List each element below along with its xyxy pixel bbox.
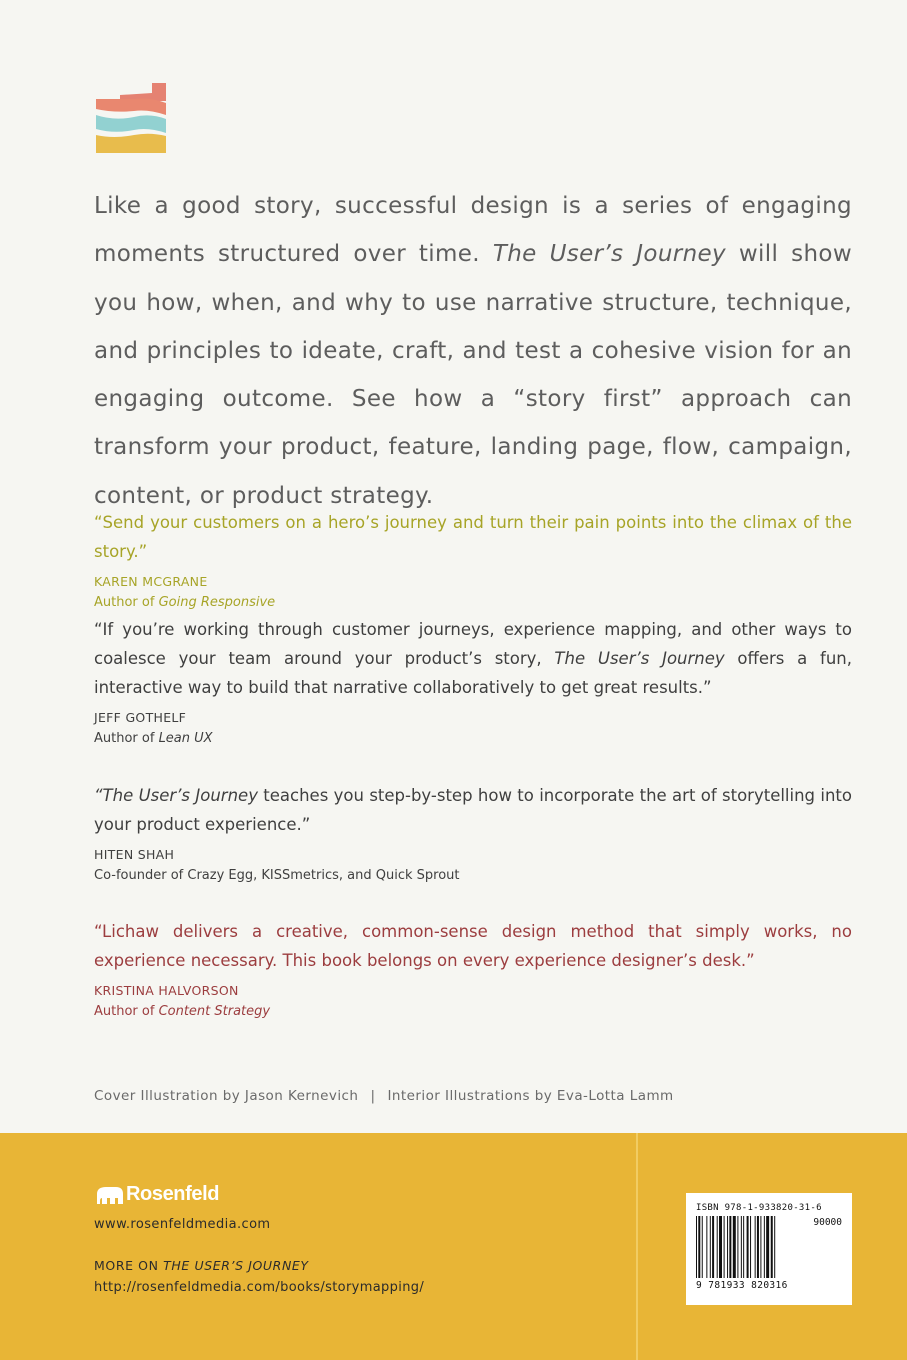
- barcode-bar: [702, 1216, 703, 1278]
- barcode-bar: [737, 1216, 738, 1278]
- barcode-bar: [727, 1216, 728, 1278]
- barcode-bar: [733, 1216, 736, 1278]
- quote-text: “If you’re working through customer journeys, experience mapping, and other ways to coalesce your team around your product’s story, The User’s Journey offers a fun, interactive way to build that narrative collaboratively to get great results.”: [94, 620, 853, 697]
- barcode-bar: [712, 1216, 714, 1278]
- barcode-bar: [696, 1216, 697, 1278]
- quote-author: KRISTINA HALVORSON: [94, 983, 239, 998]
- barcode-bar: [757, 1216, 759, 1278]
- barcode-bar: [750, 1216, 751, 1278]
- band-divider: [636, 1133, 638, 1360]
- barcode-bar: [719, 1216, 722, 1278]
- barcode-bars: [696, 1216, 806, 1282]
- barcode-bar: [743, 1216, 744, 1278]
- barcode-bar: [710, 1216, 711, 1278]
- credit-separator: |: [370, 1088, 376, 1104]
- quote-author-role: Author of Lean UX: [94, 731, 213, 746]
- barcode-bar: [729, 1216, 731, 1278]
- isbn-number: ISBN 978-1-933820-31-6: [696, 1203, 822, 1213]
- quote-author: KAREN MCGRANE: [94, 574, 208, 589]
- more-on-book-label: MORE ON THE USER’S JOURNEY: [94, 1258, 309, 1273]
- barcode-bar: [760, 1216, 761, 1278]
- quote-author-role: Co-founder of Crazy Egg, KISSmetrics, and Quick Sprout: [94, 868, 460, 883]
- quote-text: “The User’s Journey teaches you step-by-step how to incorporate the art of storytelling into your product experience.”: [94, 786, 852, 834]
- publisher-logo: [94, 1183, 219, 1206]
- barcode-bar: [698, 1216, 700, 1278]
- interior-credit: Interior Illustrations by Eva-Lotta Lamm: [387, 1088, 674, 1104]
- quote-author: HITEN SHAH: [94, 847, 175, 862]
- elephant-icon: [94, 1186, 124, 1204]
- barcode-bar: [724, 1216, 725, 1278]
- barcode-bar: [766, 1216, 769, 1278]
- price-code: 90000: [813, 1217, 842, 1228]
- testimonial-karen-mcgrane: [94, 508, 852, 613]
- barcode-digits: 9 781933 820316: [696, 1280, 788, 1291]
- testimonial-hiten-shah: [94, 781, 852, 886]
- barcode-bar: [771, 1216, 773, 1278]
- quote-text: “Send your customers on a hero’s journey and turn their pain points into the climax of the story.”: [94, 513, 852, 561]
- barcode-bar: [706, 1216, 707, 1278]
- book-url: http://rosenfeldmedia.com/books/storymapping/: [94, 1280, 425, 1295]
- barcode-bar: [774, 1216, 775, 1278]
- barcode-bar: [717, 1216, 718, 1278]
- quote-author-role: Author of Content Strategy: [94, 1004, 271, 1019]
- illustration-credits: [94, 1088, 674, 1104]
- book-description: Like a good story, successful design is a series of engaging moments structured over time. The User’s Journey will show you how, when, and why to use narrative structure, technique, and principles to ideate, craft, and test a cohesive vision for an engaging outcome. See how a “story first” approach can transform your product, feature, landing page, flow, campaign, content, or product strategy.: [94, 193, 852, 509]
- barcode-bar: [747, 1216, 749, 1278]
- quote-author-role: Author of Going Responsive: [94, 595, 276, 610]
- layered-waves-logo: [94, 83, 170, 153]
- quote-author: JEFF GOTHELF: [94, 710, 187, 725]
- isbn-barcode: [686, 1193, 852, 1305]
- testimonial-jeff-gothelf: [94, 615, 852, 749]
- cover-credit: Cover Illustration by Jason Kernevich: [94, 1088, 359, 1104]
- publisher-website: www.rosenfeldmedia.com: [94, 1217, 271, 1232]
- barcode-bar: [741, 1216, 742, 1278]
- barcode-bar: [764, 1216, 765, 1278]
- publisher-name: Rosenfeld: [126, 1183, 220, 1205]
- quote-text: “Lichaw delivers a creative, common-sense design method that simply works, no experience necessary. This book belongs on every experience designer’s desk.”: [94, 922, 852, 970]
- barcode-bar: [755, 1216, 756, 1278]
- testimonial-kristina-halvorson: [94, 917, 852, 1022]
